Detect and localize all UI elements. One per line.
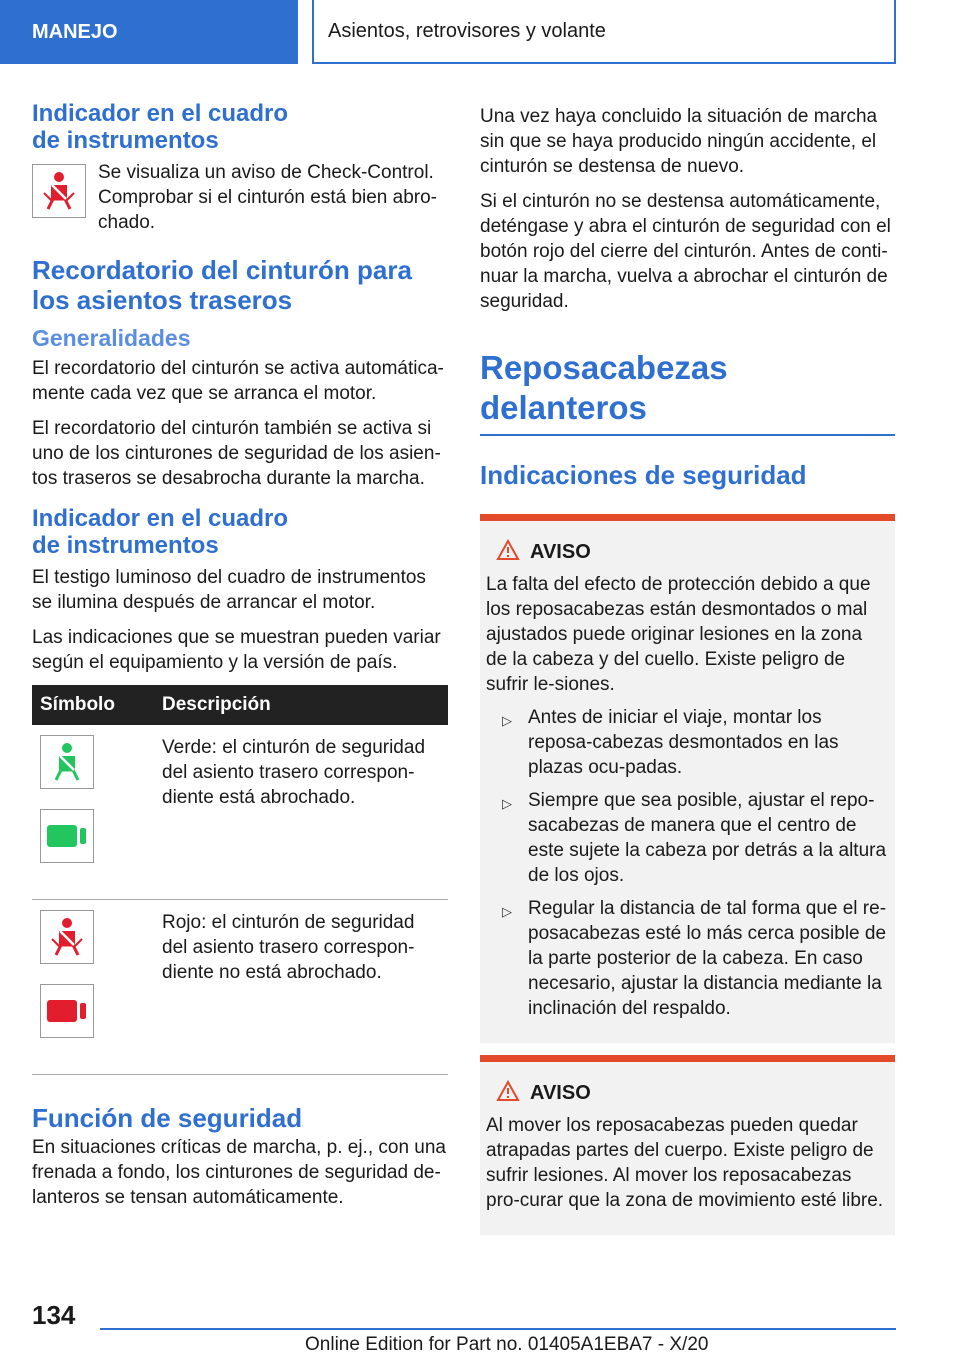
section-heading-reminder: Recordatorio del cinturón para los asientos traseros xyxy=(32,255,412,315)
bullet-triangle-icon: ▷ xyxy=(502,904,512,919)
list-item-text: Regular la distancia de tal forma que el re-posacabezas esté lo más cerca posible de la parte posterior de la cabeza. En caso necesario, ajustar la distancia mediante la inclinación del respaldo. xyxy=(528,898,887,1019)
check-control-text: Se visualiza un aviso de Check-Control. Comprobar si el cinturón está bien abro-chado. xyxy=(98,162,438,233)
symbol-cell xyxy=(32,725,154,900)
paragraph: Las indicaciones que se muestran pueden variar según el equipamiento y la versión de país. xyxy=(32,627,441,673)
warning-title: AVISO xyxy=(530,541,591,563)
warning-header xyxy=(486,1080,887,1107)
paragraph: Si el cinturón no se destensa automáticamente, deténgase y abra el cinturón de seguridad con el botón rojo del cierre del cinturón. Antes de conti-nuar la marcha, vuelva a abrochar el cinturón de seguridad. xyxy=(480,191,891,312)
footer-edition: Online Edition for Part no. 01405A1EBA7 - X/20 xyxy=(305,1334,709,1355)
list-item xyxy=(502,788,887,888)
right-column xyxy=(480,104,895,1235)
column-header-symbol: Símbolo xyxy=(32,685,154,725)
column-header-description: Descripción xyxy=(154,685,448,725)
footer-divider xyxy=(100,1328,896,1330)
subheading-indicator: Indicador en el cuadro de instrumentos xyxy=(32,505,289,559)
symbol-table xyxy=(32,685,448,1075)
subheading-general: Generalidades xyxy=(32,325,191,351)
warning-list xyxy=(486,705,887,1021)
warning-header xyxy=(486,539,887,566)
seatbelt-warning-icon xyxy=(32,164,86,218)
warning-box xyxy=(480,1055,895,1235)
paragraph: El recordatorio del cinturón también se activa si uno de los cinturones de seguridad de los asien-tos traseros se desabrocha durante la marcha. xyxy=(32,418,441,489)
bullet-triangle-icon: ▷ xyxy=(502,713,512,728)
warning-title: AVISO xyxy=(530,1082,591,1104)
warning-triangle-icon xyxy=(496,1080,520,1107)
bullet-triangle-icon: ▷ xyxy=(502,796,512,811)
paragraph: El recordatorio del cinturón se activa automática-mente cada vez que se arranca el motor. xyxy=(32,358,444,404)
warning-text: Al mover los reposacabezas pueden quedar atrapadas partes del cuerpo. Existe peligro de sufrir lesiones. Al mover los reposacabezas pro-curar que la zona de movimiento esté libre. xyxy=(486,1115,884,1211)
section-tab[interactable]: MANEJO xyxy=(0,0,298,64)
seatbelt-fastened-icon xyxy=(40,735,94,789)
symbol-cell xyxy=(32,900,154,1075)
section-heading-safety-function: Función de seguridad xyxy=(32,1103,303,1133)
list-item-text: Siempre que sea posible, ajustar el repo-sacabezas de manera que el centro de este sujete la cabeza por detrás a la altura de los ojos. xyxy=(528,790,887,886)
description-cell: Verde: el cinturón de seguridad del asiento trasero correspon-diente está abrochado. xyxy=(154,725,448,900)
list-item xyxy=(502,896,887,1021)
chapter-heading-headrests: Reposacabezas delanteros xyxy=(480,348,895,436)
page-header xyxy=(0,0,960,66)
warning-box xyxy=(480,514,895,1043)
table-row xyxy=(32,900,448,1075)
description-cell: Rojo: el cinturón de seguridad del asiento trasero correspon-diente no está abrochado. xyxy=(154,900,448,1075)
chapter-title: Asientos, retrovisores y volante xyxy=(312,0,896,64)
list-item-text: Antes de iniciar el viaje, montar los reposa-cabezas desmontados en las plazas ocu-padas. xyxy=(528,707,839,778)
red-seat-indicator-icon xyxy=(40,984,94,1038)
warning-triangle-icon xyxy=(496,539,520,566)
section-heading-indicator: Indicador en el cuadro de instrumentos xyxy=(32,100,289,154)
list-item xyxy=(502,705,887,780)
paragraph: En situaciones críticas de marcha, p. ej., con una frenada a fondo, los cinturones de seguridad de-lanteros se tensan automáticamente. xyxy=(32,1137,446,1208)
seatbelt-unfastened-icon xyxy=(40,910,94,964)
paragraph: Una vez haya concluido la situación de marcha sin que se haya producido ningún accidente, el cinturón se destensa de nuevo. xyxy=(480,106,878,177)
check-control-row xyxy=(32,160,448,235)
paragraph: El testigo luminoso del cuadro de instrumentos se ilumina después de arrancar el motor. xyxy=(32,567,426,613)
left-column xyxy=(32,100,448,1220)
table-row xyxy=(32,725,448,900)
section-heading-safety-notes: Indicaciones de seguridad xyxy=(480,460,807,490)
green-seat-indicator-icon xyxy=(40,809,94,863)
page-number: 134 xyxy=(32,1300,76,1330)
warning-text: La falta del efecto de protección debido a que los reposacabezas están desmontados o mal ajustados puede originar lesiones en la zona de la cabeza y del cuello. Existe peligro de sufrir le-siones. xyxy=(486,574,871,695)
